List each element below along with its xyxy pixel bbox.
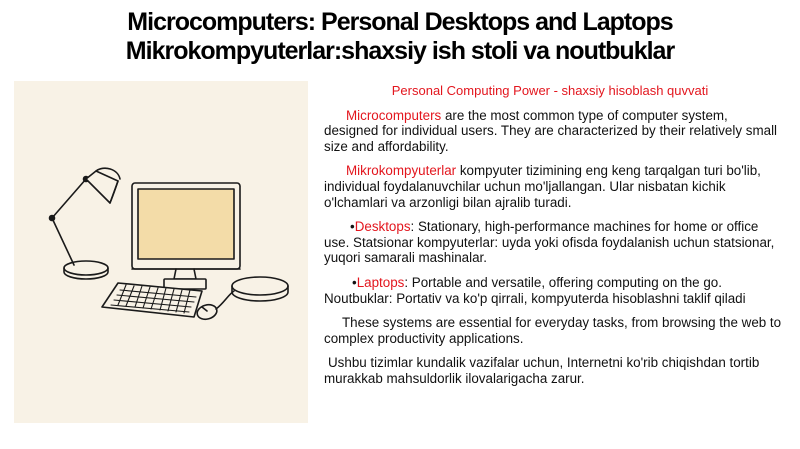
term-desktops: Desktops bbox=[354, 219, 411, 235]
paragraph-laptops bbox=[324, 275, 784, 306]
paragraph-mikrokompyuterlar bbox=[324, 163, 784, 210]
bullet: • bbox=[350, 219, 355, 235]
paragraph-essential-uz: Ushbu tizimlar kundalik vazifalar uchun, Internetni ko'rib chiqishdan tortib murakkab mahsuldorlik ilovalarigacha zarur. bbox=[324, 355, 760, 386]
paragraph-text: are the most common type of computer system, designed for individual users. They are characterized by their relatively small size and affordability. bbox=[324, 107, 778, 154]
title-line-english: Microcomputers: Personal Desktops and Laptops bbox=[127, 8, 673, 36]
content-text bbox=[324, 83, 784, 396]
paragraph-microcomputers bbox=[324, 108, 784, 155]
term-mikrokompyuterlar: Mikrokompyuterlar bbox=[346, 163, 457, 179]
paragraph-essential-en: These systems are essential for everyday tasks, from browsing the web to complex productivity applications. bbox=[324, 315, 782, 346]
slide-title bbox=[0, 8, 800, 66]
title-line-uzbek: Mikrokompyuterlar:shaxsiy ish stoli va noutbuklar bbox=[125, 37, 675, 65]
paragraph-text: : Portable and versatile, offering computing on the go. Noutbuklar: Portativ va ko'p qirrali, kompyuterda hisoblashni taklif qiladi bbox=[324, 274, 746, 306]
paragraph-text: : Stationary, high-performance machines for home or office use. Statsionar kompyuterlar: uyda yoki ofisda foydalanish uchun statsionar, yuqori samarali mashinalar. bbox=[324, 219, 775, 266]
term-laptops: Laptops bbox=[356, 274, 405, 290]
section-subtitle: Personal Computing Power - shaxsiy hisoblash quvvati bbox=[391, 83, 709, 98]
computer-desk-illustration bbox=[14, 81, 308, 423]
bullet: • bbox=[352, 274, 357, 290]
paragraph-desktops bbox=[324, 219, 784, 266]
paragraph-text: kompyuter tizimining eng keng tarqalgan turi bo'lib, individual foydalanuvchilar uchun mo'ljallangan. Ular nisbatan kichik o'lchamlari va arzonligi bilan ajralib turadi. bbox=[324, 163, 761, 210]
desk-lamp-monitor-icon bbox=[14, 81, 308, 423]
term-microcomputers: Microcomputers bbox=[346, 107, 442, 123]
